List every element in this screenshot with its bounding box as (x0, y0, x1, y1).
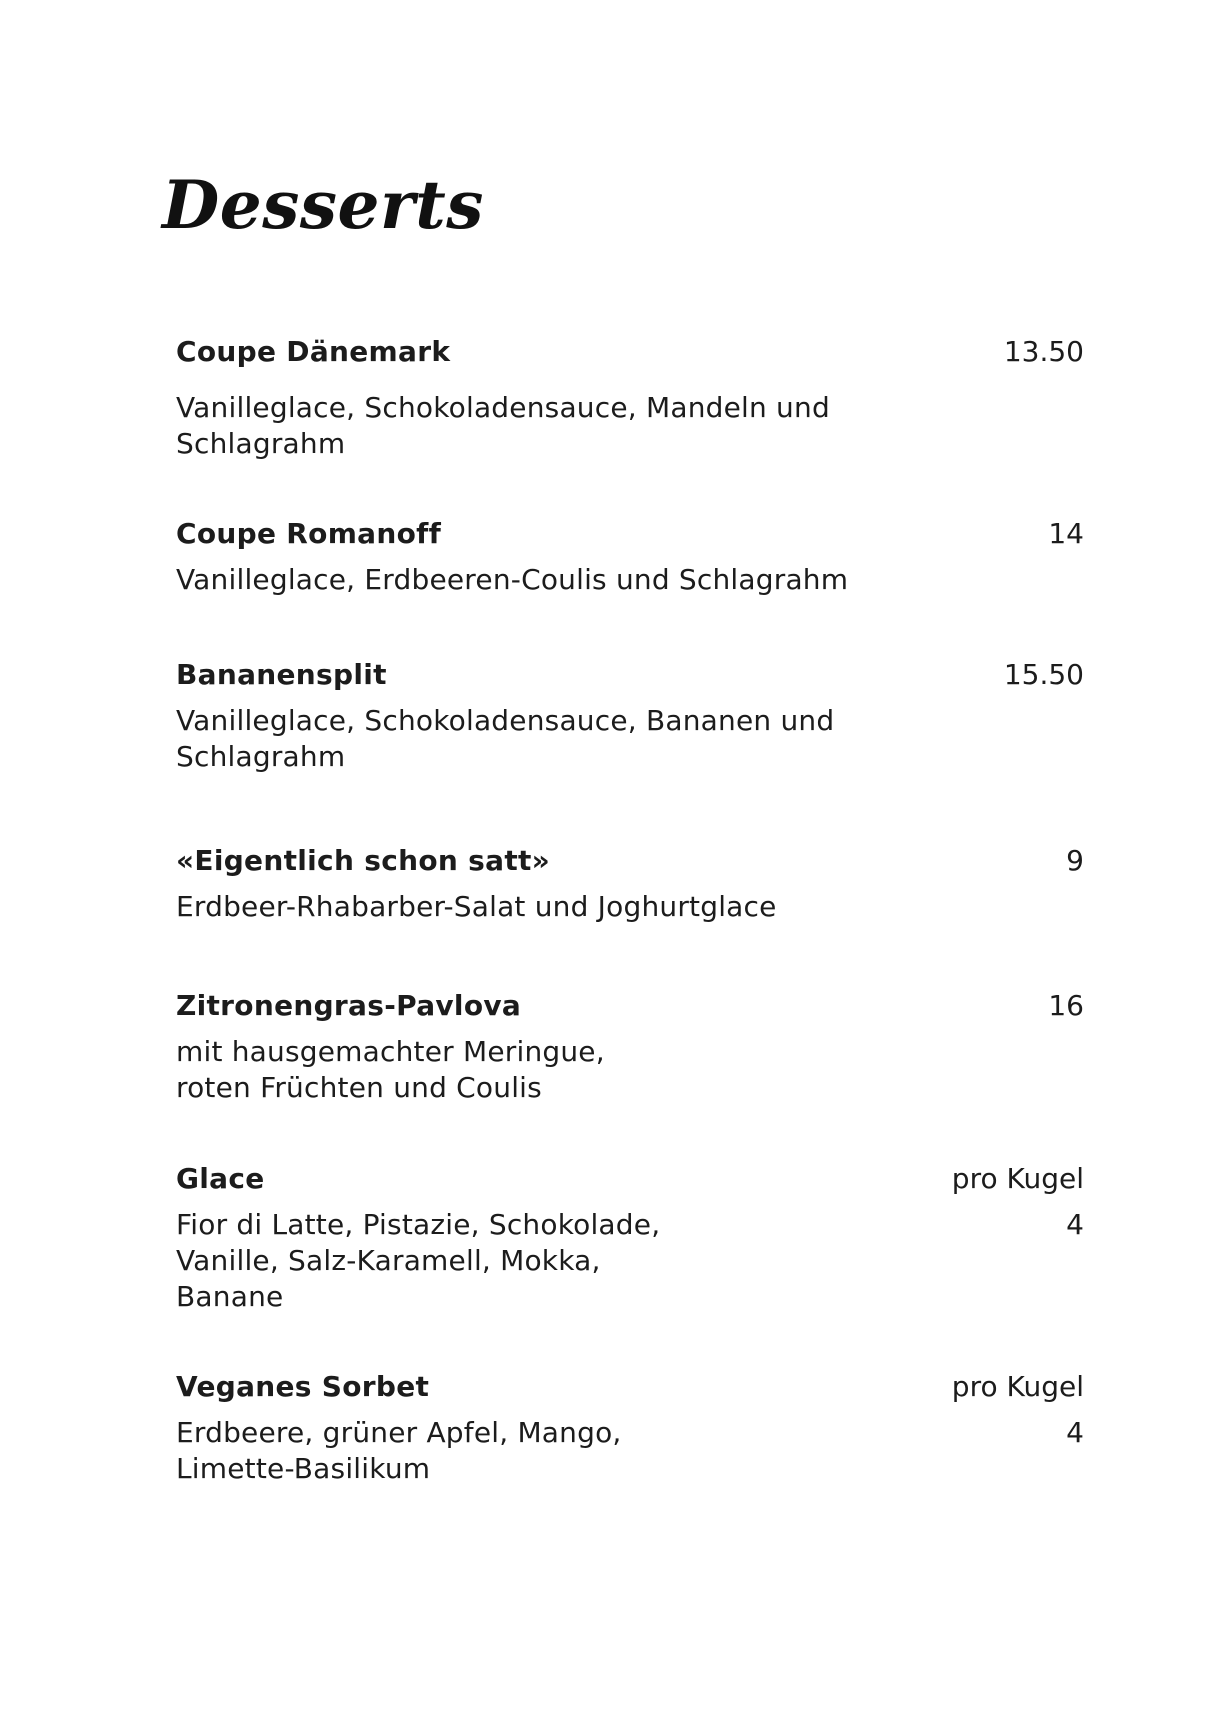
page-title: Desserts (162, 166, 484, 244)
item-price: 16 (1048, 989, 1084, 1022)
item-price: 4 (1066, 1416, 1084, 1449)
item-description-line: Schlagrahm (176, 740, 346, 773)
item-description-line: Erdbeere, grüner Apfel, Mango, (176, 1416, 622, 1449)
item-price: 13.50 (1003, 335, 1084, 368)
item-description (176, 1207, 660, 1315)
item-price-label: pro Kugel (951, 1370, 1084, 1403)
item-name: Glace (176, 1162, 265, 1195)
item-description (176, 1415, 622, 1487)
item-description (176, 1034, 605, 1106)
item-price: 14 (1048, 517, 1084, 550)
item-description-line: Schlagrahm (176, 427, 346, 460)
item-description-line: Vanilleglace, Schokoladensauce, Bananen und (176, 704, 835, 737)
item-name: Bananensplit (176, 658, 387, 691)
item-description-line: Fior di Latte, Pistazie, Schokolade, (176, 1208, 661, 1241)
item-description (176, 703, 834, 775)
item-description-line: mit hausgemachter Meringue, (176, 1035, 605, 1068)
item-price: 4 (1066, 1208, 1084, 1241)
item-description-line: roten Früchten und Coulis (176, 1071, 542, 1104)
item-description-line: Banane (176, 1280, 284, 1313)
item-price: 9 (1066, 844, 1084, 877)
item-price-label: pro Kugel (951, 1162, 1084, 1195)
item-price: 15.50 (1003, 658, 1084, 691)
item-description (176, 562, 848, 598)
item-name: Coupe Dänemark (176, 335, 451, 368)
item-description-line: Vanilleglace, Schokoladensauce, Mandeln und (176, 391, 830, 424)
item-name: «Eigentlich schon satt» (176, 844, 551, 877)
item-description (176, 889, 777, 925)
item-description-line: Vanille, Salz-Karamell, Mokka, (176, 1244, 601, 1277)
item-name: Zitronengras-Pavlova (176, 989, 522, 1022)
item-name: Coupe Romanoff (176, 517, 442, 550)
item-description-line: Limette-Basilikum (176, 1452, 431, 1485)
item-description-line: Erdbeer-Rhabarber-Salat und Joghurtglace (176, 890, 777, 923)
item-description-line: Vanilleglace, Erdbeeren-Coulis und Schlagrahm (176, 563, 849, 596)
item-description (176, 390, 830, 462)
item-name: Veganes Sorbet (176, 1370, 430, 1403)
